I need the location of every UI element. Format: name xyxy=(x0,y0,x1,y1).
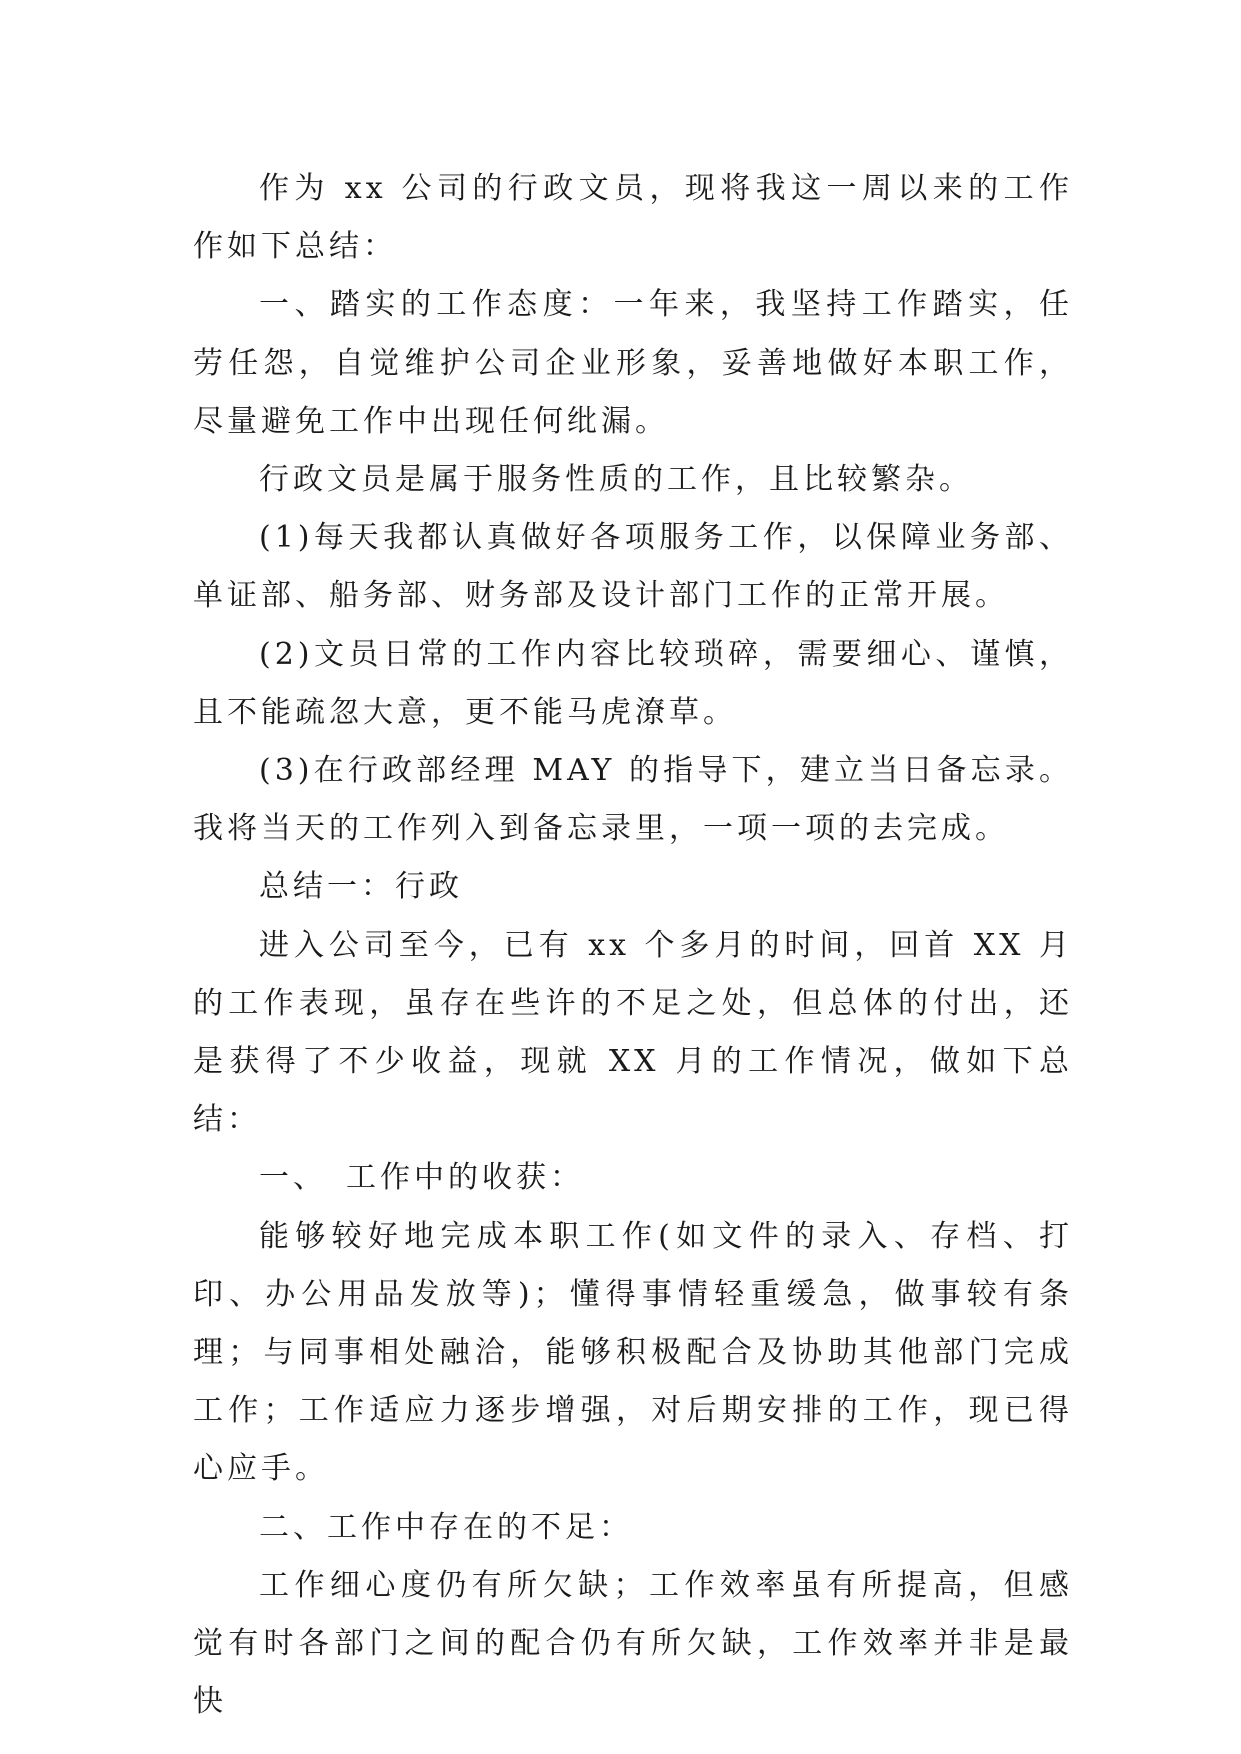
paragraph: (3)在行政部经理 MAY 的指导下，建立当日备忘录。我将当天的工作列入到备忘录里，一项一项的去完成。 xyxy=(193,753,1073,847)
document-body xyxy=(193,160,1073,1731)
section-heading: 总结一：行政 xyxy=(259,869,463,905)
paragraph: (2)文员日常的工作内容比较琐碎，需要细心、谨慎，且不能疏忽大意，更不能马虎潦草。 xyxy=(193,636,1073,730)
paragraph: (1)每天我都认真做好各项服务工作，以保障业务部、单证部、船务部、财务部及设计部门工作的正常开展。 xyxy=(193,520,1073,614)
paragraph: 行政文员是属于服务性质的工作，且比较繁杂。 xyxy=(259,462,973,498)
section-heading: 一、 工作中的收获： xyxy=(259,1160,584,1196)
paragraph: 进入公司至今，已有 xx 个多月的时间，回首 XX 月的工作表现，虽存在些许的不足之处，但总体的付出，还是获得了不少收益，现就 XX 月的工作情况，做如下总结： xyxy=(193,927,1073,1138)
paragraph: 作为 xx 公司的行政文员，现将我这一周以来的工作作如下总结： xyxy=(193,171,1073,265)
paragraph: 能够较好地完成本职工作(如文件的录入、存档、打印、办公用品发放等)；懂得事情轻重缓急，做事较有条理；与同事相处融洽，能够积极配合及协助其他部门完成工作；工作适应力逐步增强，对后期安排的工作，现已得心应手。 xyxy=(193,1218,1073,1487)
section-heading: 二、工作中存在的不足： xyxy=(259,1509,633,1545)
paragraph: 工作细心度仍有所欠缺；工作效率虽有所提高，但感觉有时各部门之间的配合仍有所欠缺，工作效率并非是最快 xyxy=(193,1567,1073,1720)
paragraph: 一、踏实的工作态度：一年来，我坚持工作踏实，任劳任怨，自觉维护公司企业形象，妥善地做好本职工作，尽量避免工作中出现任何纰漏。 xyxy=(193,287,1073,439)
